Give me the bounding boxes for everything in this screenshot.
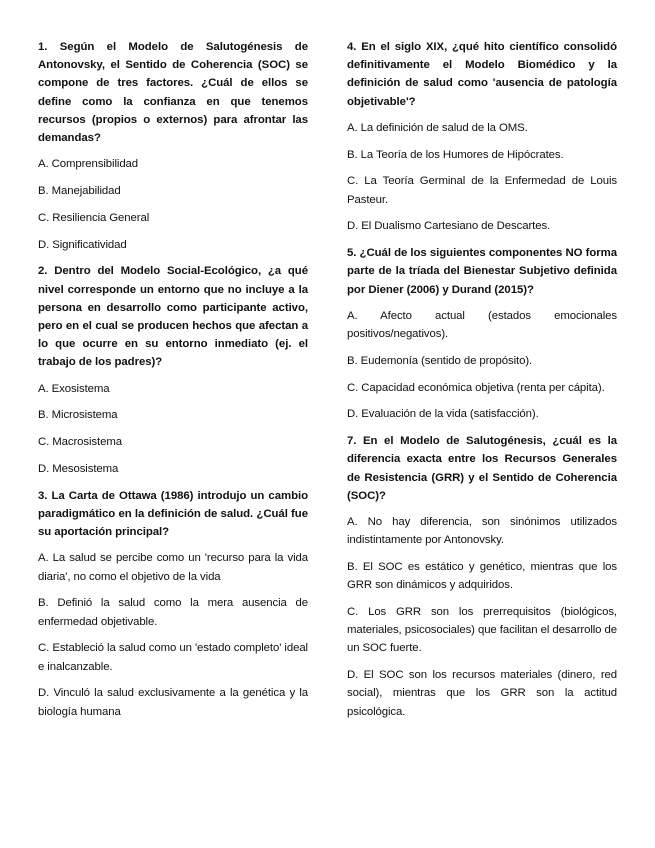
question-3-option-b: B. Definió la salud como la mera ausencia de enfermedad objetivable.	[38, 597, 308, 628]
question-7-option-a: A. No hay diferencia, son sinónimos utilizados indistintamente por Antonovsky.	[347, 516, 617, 547]
question-2-option-a: A. Exosistema	[38, 382, 110, 395]
question-2-option-c: C. Macrosistema	[38, 436, 122, 449]
question-1-option-c: C. Resiliencia General	[38, 211, 150, 224]
question-4-option-b: B. La Teoría de los Humores de Hipócrates.	[347, 148, 564, 161]
question-3-option-d: D. Vinculó la salud exclusivamente a la genética y la biología humana	[38, 687, 308, 718]
question-1-option-a: A. Comprensibilidad	[38, 158, 139, 171]
question-1-option-d: D. Significatividad	[38, 238, 127, 251]
question-block-7	[347, 432, 617, 721]
question-3-option-a: A. La salud se percibe como un 'recurso para la vida diaria', no como el objetivo de la vida	[38, 552, 308, 583]
question-2-option-b: B. Microsistema	[38, 409, 118, 422]
left-column	[38, 38, 308, 729]
question-5-option-c: C. Capacidad económica objetiva (renta per cápita).	[347, 381, 605, 394]
question-2-option-d: D. Mesosistema	[38, 463, 119, 476]
question-7-option-d: D. El SOC son los recursos materiales (dinero, red social), mientras que los GRR son la actitud psicológica.	[347, 669, 617, 718]
question-3-option-c: C. Estableció la salud como un 'estado completo' ideal e inalcanzable.	[38, 642, 308, 673]
question-4-option-d: D. El Dualismo Cartesiano de Descartes.	[347, 220, 551, 233]
question-5-option-d: D. Evaluación de la vida (satisfacción).	[347, 408, 539, 421]
question-block-3	[38, 487, 308, 721]
question-5-option-a: A. Afecto actual (estados emocionales positivos/negativos).	[347, 309, 617, 341]
question-7-option-b: B. El SOC es estático y genético, mientras que los GRR son dinámicos y adquiridos.	[347, 561, 617, 592]
question-2-text: 2. Dentro del Modelo Social-Ecológico, ¿a qué nivel corresponde un entorno que no incluye a la persona en desarrollo como participante activo, pero en el cual se producen hechos que afectan a lo que ocurre en su entorno inmediato (ej. el trabajo de los padres)?	[38, 265, 308, 369]
question-5-text: 5. ¿Cuál de los siguientes componentes NO forma parte de la tríada del Bienestar Subjetivo definida por Diener (2006) y Durand (2015)?	[347, 247, 617, 296]
question-block-5	[347, 244, 617, 423]
question-4-option-a: A. La definición de salud de la OMS.	[347, 121, 528, 134]
question-4-text: 4. En el siglo XIX, ¿qué hito científico consolidó definitivamente el Modelo Biomédico y la definición de salud como 'ausencia de patología objetivable'?	[347, 41, 617, 108]
question-7-option-c: C. Los GRR son los prerrequisitos (biológicos, materiales, psicosociales) que facilitan el desarrollo de un SOC fuerte.	[347, 606, 617, 655]
question-block-1	[38, 38, 308, 254]
question-block-2	[38, 262, 308, 478]
question-7-text: 7. En el Modelo de Salutogénesis, ¿cuál es la diferencia exacta entre los Recursos Generales de Resistencia (GRR) y el Sentido de Coherencia (SOC)?	[347, 435, 617, 502]
question-1-text: 1. Según el Modelo de Salutogénesis de Antonovsky, el Sentido de Coherencia (SOC) se compone de tres factores. ¿Cuál de ellos se define como la confianza en que tenemos recursos (propios o externos) para afrontar las demandas?	[38, 41, 308, 145]
question-3-text: 3. La Carta de Ottawa (1986) introdujo un cambio paradigmático en la definición de salud. ¿Cuál fue su aportación principal?	[38, 489, 308, 539]
question-4-option-c: C. La Teoría Germinal de la Enfermedad de Louis Pasteur.	[347, 175, 617, 206]
question-5-option-b: B. Eudemonía (sentido de propósito).	[347, 354, 533, 367]
question-block-4	[347, 38, 617, 236]
question-1-option-b: B. Manejabilidad	[38, 185, 121, 198]
right-column	[347, 38, 617, 729]
